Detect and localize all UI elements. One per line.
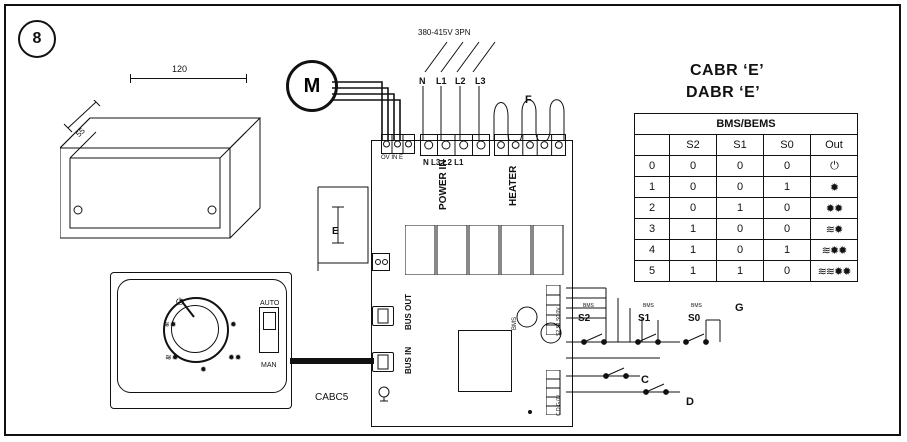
bus-in-label: BUS IN <box>404 346 413 374</box>
pcb-text-marking: BMS <box>512 316 518 330</box>
relay-bank <box>405 225 565 275</box>
motor-symbol: M <box>286 60 338 112</box>
phase-l2-label: L2 <box>455 76 466 86</box>
col-s0: S0 <box>764 135 811 156</box>
g-label: G <box>735 302 744 314</box>
cell-s0: 0 <box>764 198 811 219</box>
cell-s0: 0 <box>764 261 811 282</box>
dim-width-label: 120 <box>172 64 188 74</box>
s1-label: S1 <box>638 313 651 324</box>
table-row <box>635 198 858 219</box>
heater-pins <box>494 134 566 156</box>
table-header: BMS/BEMS <box>635 114 858 135</box>
cell-s2: 0 <box>670 156 717 177</box>
table-row <box>635 156 858 177</box>
cell-s0: 0 <box>764 156 811 177</box>
e-wiring <box>310 185 380 280</box>
cell-s2: 0 <box>670 198 717 219</box>
table-row <box>635 219 858 240</box>
title-cabr: CABR ‘E’ <box>690 62 765 79</box>
cell-s2: 1 <box>670 261 717 282</box>
s0-label: S0 <box>688 313 701 324</box>
table-column-headers <box>635 135 858 156</box>
cell-s1: 1 <box>717 198 764 219</box>
heater-label: HEATER <box>508 165 519 206</box>
bus-in-socket-detail <box>372 352 394 372</box>
col-s2: S2 <box>670 135 717 156</box>
d-label: D <box>686 396 694 408</box>
cell-idx: 0 <box>635 156 670 177</box>
bms-switch-network <box>560 280 740 420</box>
s2-label: S2 <box>578 313 591 324</box>
cell-idx: 2 <box>635 198 670 219</box>
col-idx <box>635 135 670 156</box>
cell-s2: 1 <box>670 240 717 261</box>
figure-number-badge: 8 <box>18 20 56 58</box>
auto-man-switch[interactable] <box>259 307 279 353</box>
table-row <box>635 261 858 282</box>
col-s1: S1 <box>717 135 764 156</box>
title-dabr: DABR ‘E’ <box>686 84 761 101</box>
cell-s0: 1 <box>764 240 811 261</box>
power-in-label: POWER IN <box>438 159 449 210</box>
cell-s0: 1 <box>764 177 811 198</box>
knob-icon-heat-high: ≋✹ <box>165 353 179 362</box>
cell-s1: 0 <box>717 219 764 240</box>
connector-label-1: S2 S1 S0 0V <box>556 307 562 336</box>
knob-icon-heat-low: ≋✹ <box>163 320 177 329</box>
cell-idx: 3 <box>635 219 670 240</box>
bms-truth-table <box>634 113 858 282</box>
cell-out: ✹ <box>811 177 858 198</box>
switch-slider[interactable] <box>263 312 276 330</box>
auto-label: AUTO <box>260 300 280 307</box>
heater-f-label: F <box>525 94 532 106</box>
cell-idx: 5 <box>635 261 670 282</box>
small-terminal-pins <box>381 134 415 154</box>
phase-l1-label: L1 <box>436 76 447 86</box>
cell-s1: 0 <box>717 240 764 261</box>
dim-depth-leader <box>62 100 112 150</box>
s2-bms-tag: BMS <box>583 303 594 309</box>
cell-out: ≋≋✹✹ <box>811 261 858 282</box>
bus-cable <box>290 358 374 364</box>
s1-bms-tag: BMS <box>643 303 654 309</box>
cabc5-controller[interactable] <box>110 272 292 409</box>
bus-out-socket-detail <box>372 306 394 326</box>
cell-idx: 1 <box>635 177 670 198</box>
knob-icon-fan-high: ✹✹ <box>228 353 242 362</box>
dim-depth-label: 55 <box>74 126 87 139</box>
table-row <box>635 177 858 198</box>
control-knob-inner <box>171 305 219 353</box>
man-label: MAN <box>261 362 277 369</box>
phase-n-label: N <box>419 76 426 86</box>
supply-voltage-label: 380-415V 3PN <box>418 28 471 37</box>
cell-s1: 1 <box>717 261 764 282</box>
phase-l3-label: L3 <box>475 76 486 86</box>
cell-s2: 1 <box>670 219 717 240</box>
cell-out: ≋✹ <box>811 219 858 240</box>
cell-s2: 0 <box>670 177 717 198</box>
cell-out: ✹✹ <box>811 198 858 219</box>
bus-out-label: BUS OUT <box>404 294 413 330</box>
s0-bms-tag: BMS <box>691 303 702 309</box>
cell-out: ⏻ <box>811 156 858 177</box>
c-label: C <box>641 374 649 386</box>
supply-arrows <box>405 38 510 76</box>
earth-icon <box>376 386 392 402</box>
table-row <box>635 240 858 261</box>
power-in-pins <box>420 134 490 156</box>
small-terminal-label: OV IN E <box>381 155 404 161</box>
col-out: Out <box>811 135 858 156</box>
cell-s0: 0 <box>764 219 811 240</box>
knob-power-icon: ⏻ <box>176 297 184 308</box>
cell-out: ≋✹✹ <box>811 240 858 261</box>
knob-icon-fan-low: ✹ <box>230 320 237 329</box>
controller-model-label: CABC5 <box>315 392 349 403</box>
pcb-ic-block <box>458 330 512 392</box>
power-terminals-label: N L3 L2 L1 <box>423 158 464 167</box>
cell-idx: 4 <box>635 240 670 261</box>
cell-s1: 0 <box>717 156 764 177</box>
connector-label-2: C D G 0V <box>556 394 562 416</box>
knob-icon-fan: ✹ <box>200 365 207 374</box>
e-label: E <box>332 226 339 237</box>
cell-s1: 0 <box>717 177 764 198</box>
